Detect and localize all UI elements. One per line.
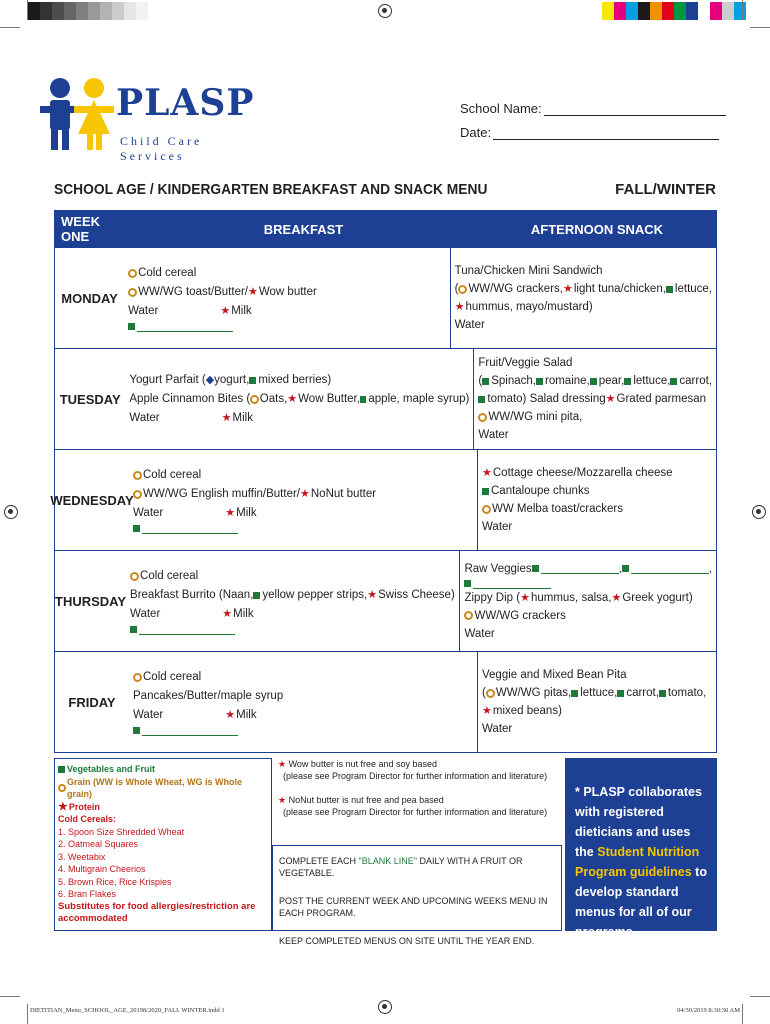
menu-text: Oats, [259, 392, 288, 405]
trim-mark [750, 996, 770, 997]
print-gray-bar [28, 2, 172, 20]
color-swatch [124, 2, 136, 20]
menu-text: NoNut butter [310, 488, 377, 500]
menu-text: Greek yogurt) [622, 591, 693, 604]
day-label: THURSDAY [55, 593, 127, 609]
registration-mark-bottom [378, 1000, 392, 1014]
registration-mark-right [752, 505, 766, 519]
timestamp-footer: 04/30/2019 8:30:30 AM [677, 1007, 740, 1014]
menu-text: tomato, [667, 687, 707, 699]
color-swatch [64, 2, 76, 20]
protein-star-icon: ★ [482, 467, 492, 479]
wow-butter-note: Wow butter is nut free and soy based [288, 759, 438, 769]
menu-text: , [708, 562, 712, 575]
blank-line[interactable] [139, 624, 235, 635]
color-swatch [650, 2, 662, 20]
grain-icon [133, 490, 142, 499]
trim-mark [750, 27, 770, 28]
breakfast-cell [129, 652, 478, 752]
blank-line-emphasis: "BLANK LINE" [358, 856, 417, 866]
menu-text: hummus, salsa, [530, 591, 612, 604]
dietician-callout [565, 758, 717, 939]
menu-text: ( [454, 283, 459, 295]
blank-line[interactable] [137, 321, 233, 332]
cold-cereals-title: Cold Cereals: [58, 814, 117, 824]
water-text: Water [129, 411, 160, 424]
water-text: Water [130, 608, 161, 620]
protein-star-icon: ★ [278, 759, 287, 769]
guidelines-link-text: Student Nutrition Program guidelines [575, 845, 700, 879]
menu-text: Cold cereal [140, 570, 199, 582]
menu-table [50, 210, 717, 753]
food-group-legend [54, 758, 272, 931]
color-swatch [710, 2, 722, 20]
menu-text: mixed berries) [258, 373, 332, 386]
grain-icon [58, 784, 66, 792]
legend-protein: Protein [68, 801, 100, 812]
menu-text: Cold cereal [143, 469, 202, 481]
menu-text: Wow Butter, [298, 392, 360, 405]
trim-mark [27, 0, 28, 20]
color-swatch [686, 2, 698, 20]
vegetable-square-icon [670, 378, 677, 385]
legend-grain: Grain (WW is Whole Wheat, WG is Whole grain) [66, 776, 242, 799]
cereal-item: 3. Weetabix [58, 851, 106, 862]
cereal-item: 1. Spoon Size Shredded Wheat [58, 826, 185, 837]
blank-line[interactable] [142, 523, 238, 534]
color-swatch [76, 2, 88, 20]
menu-text: Cantaloupe chunks [491, 485, 590, 497]
color-swatch [100, 2, 112, 20]
callout-text: * PLASP collaborates with registered dieticians and uses the [575, 785, 702, 859]
wow-butter-note-detail: (please see Program Director for further information and literature) [283, 771, 548, 781]
cereal-item: 2. Oatmeal Squares [58, 839, 139, 849]
menu-text: Apple Cinnamon Bites ( [129, 392, 251, 405]
table-row [50, 449, 716, 550]
menu-text: hummus, mayo/mustard) [465, 301, 593, 313]
vegetable-square-icon [128, 323, 135, 330]
grain-icon [486, 689, 495, 698]
vegetable-square-icon [133, 525, 140, 532]
protein-star-icon: ★ [300, 488, 310, 500]
substitutes-note: Substitutes for food allergies/restriction are accommodated [58, 900, 256, 924]
vegetable-square-icon [253, 592, 260, 599]
vegetable-square-icon [624, 378, 631, 385]
protein-star-icon: ★ [220, 305, 231, 317]
menu-text: Pancakes/Butter/maple syrup [133, 690, 284, 702]
protein-star-icon: ★ [611, 591, 622, 604]
vegetable-square-icon [130, 626, 137, 633]
trim-mark [742, 0, 743, 20]
menu-text: Raw Veggies [464, 562, 532, 575]
vegetable-square-icon [482, 488, 489, 495]
nonut-butter-note: NoNut butter is nut free and pea based [288, 795, 444, 805]
grain-icon [128, 269, 137, 278]
protein-star-icon: ★ [248, 286, 258, 298]
milk-text: Milk [236, 507, 257, 519]
water-text: Water [128, 305, 159, 317]
menu-text: carrot, [679, 375, 712, 387]
legend-vegetables: Vegetables and Fruit [67, 764, 156, 774]
children-figures-icon [40, 76, 120, 152]
cereal-item: 6. Bran Flakes [58, 889, 117, 899]
day-label: TUESDAY [59, 391, 121, 407]
menu-text: Breakfast Burrito (Naan, [130, 589, 254, 601]
trim-mark [742, 1004, 743, 1024]
menu-text: WW Melba toast/crackers [492, 503, 623, 515]
menu-text: WW/WG pitas, [495, 687, 572, 699]
color-swatch [614, 2, 626, 20]
day-label: MONDAY [61, 290, 118, 306]
menu-text: WW/WG mini pita, [488, 411, 583, 423]
table-row [55, 550, 716, 651]
color-swatch [734, 2, 746, 20]
menu-text: Grated parmesan [616, 393, 707, 405]
milk-text: Milk [236, 709, 257, 721]
breakfast-cell [125, 349, 474, 449]
color-swatch [638, 2, 650, 20]
menu-text: mixed beans) [492, 705, 562, 717]
menu-text: lettuce, [633, 375, 671, 387]
grain-icon [458, 285, 467, 294]
menu-text: Cold cereal [143, 671, 202, 683]
print-color-bar [602, 2, 746, 20]
table-header [55, 211, 716, 247]
protein-star-icon: ★ [225, 507, 236, 519]
menu-text: apple, maple syrup) [368, 392, 470, 405]
menu-text: WW/WG toast/Butter/ [138, 286, 248, 298]
snack-cell [460, 551, 716, 651]
protein-star-icon: ★ [222, 608, 233, 620]
color-swatch [136, 2, 148, 20]
instruction-text: DAILY WITH A FRUIT OR VEGETABLE. [279, 856, 523, 878]
breakfast-cell [126, 551, 460, 651]
menu-text: ( [478, 375, 483, 387]
blank-line[interactable] [631, 563, 709, 574]
grain-icon [482, 505, 491, 514]
protein-star-icon: ★ [520, 591, 530, 604]
logo-wordmark: PLASP [116, 82, 255, 124]
menu-text: Spinach, [491, 375, 536, 387]
menu-text: Fruit/Veggie Salad [478, 357, 573, 369]
table-row [55, 348, 716, 449]
protein-star-icon: ★ [225, 709, 236, 721]
vegetable-square-icon [622, 565, 629, 572]
color-swatch [160, 2, 172, 20]
color-swatch [52, 2, 64, 20]
instructions-box [272, 845, 562, 946]
menu-text: Wow butter [258, 286, 317, 298]
table-row [55, 651, 716, 752]
color-swatch [662, 2, 674, 20]
snack-cell [478, 652, 716, 752]
vegetable-square-icon [464, 580, 471, 587]
breakfast-cell [124, 248, 451, 348]
breakfast-header: BREAKFAST [263, 221, 344, 237]
menu-text: lettuce, [580, 687, 618, 699]
grain-icon [250, 395, 259, 404]
water-text: Water [133, 507, 164, 519]
vegetable-square-icon [571, 690, 578, 697]
grain-icon [130, 572, 139, 581]
protein-star-icon: ★ [58, 800, 68, 813]
protein-star-icon: ★ [482, 705, 492, 717]
menu-text: pear, [598, 375, 625, 387]
menu-text: WW/WG crackers [474, 609, 566, 622]
milk-text: Milk [231, 305, 252, 317]
instruction-text: COMPLETE EACH [279, 856, 359, 866]
trim-mark [0, 996, 20, 997]
menu-text: tomato) Salad dressing [487, 393, 606, 405]
table-row [55, 247, 716, 348]
season-label: FALL/WINTER [615, 181, 716, 198]
milk-text: Milk [233, 608, 254, 620]
logo-subtitle: Child Care Services [120, 134, 203, 163]
protein-star-icon: ★ [278, 795, 287, 805]
snack-header: AFTERNOON SNACK [530, 221, 664, 237]
day-label: FRIDAY [68, 694, 116, 710]
color-swatch [148, 2, 160, 20]
protein-star-icon: ★ [367, 589, 378, 601]
vegetable-square-icon [360, 396, 366, 403]
protein-star-icon: ★ [287, 392, 298, 405]
water-text: Water [454, 319, 485, 331]
color-swatch [602, 2, 614, 20]
water-text: Water [464, 627, 495, 640]
grain-icon [464, 611, 473, 620]
color-swatch [88, 2, 100, 20]
menu-text: WW/WG English muffin/Butter/ [143, 488, 300, 500]
vegetable-square-icon [478, 396, 485, 403]
callout-text: to develop standard menus for all of our programs [575, 865, 707, 939]
snack-cell [474, 349, 716, 449]
week-header: WEEK ONE [61, 214, 100, 244]
instruction-text: KEEP COMPLETED MENUS ON SITE UNTIL THE YEAR END. [279, 936, 535, 946]
color-swatch [40, 2, 52, 20]
protein-star-icon: ★ [221, 411, 232, 424]
blank-line[interactable] [541, 563, 619, 574]
water-text: Water [133, 709, 164, 721]
grain-icon [478, 413, 487, 422]
menu-text: romaine, [545, 375, 590, 387]
milk-text: Milk [232, 411, 253, 424]
protein-star-icon: ★ [605, 393, 616, 405]
menu-text: Swiss Cheese) [378, 589, 455, 601]
menu-text: ( [482, 687, 486, 699]
color-swatch [698, 2, 710, 20]
vegetable-square-icon [133, 727, 140, 734]
color-swatch [722, 2, 734, 20]
date-field[interactable] [493, 126, 719, 140]
menu-text: yellow pepper strips, [262, 589, 368, 601]
vegetable-square-icon [58, 766, 65, 773]
breakfast-cell [129, 450, 478, 550]
vegetable-square-icon [617, 690, 624, 697]
nonut-butter-note-detail: (please see Program Director for further information and literature) [283, 807, 548, 817]
vegetable-square-icon [666, 286, 673, 293]
school-fields [460, 92, 726, 140]
grain-icon [133, 471, 142, 480]
menu-text: light tuna/chicken, [573, 283, 666, 295]
blank-line[interactable] [142, 725, 238, 736]
snack-cell [478, 450, 716, 550]
vegetable-square-icon [532, 565, 539, 572]
vegetable-square-icon [536, 378, 543, 385]
trim-mark [0, 27, 20, 28]
menu-text: yogurt, [214, 373, 250, 386]
trim-mark [27, 1004, 28, 1024]
vegetable-square-icon [482, 378, 489, 385]
color-swatch [28, 2, 40, 20]
dairy-drop-icon: ◆ [205, 373, 215, 386]
butter-notes [272, 758, 562, 830]
vegetable-square-icon [249, 377, 256, 384]
cereal-item: 4. Multigrain Cheerios [58, 864, 146, 874]
protein-star-icon: ★ [454, 301, 465, 313]
color-swatch [626, 2, 638, 20]
vegetable-square-icon [659, 690, 666, 697]
day-label: WEDNESDAY [50, 492, 134, 508]
color-swatch [112, 2, 124, 20]
vegetable-square-icon [590, 378, 597, 385]
instruction-text: POST THE CURRENT WEEK AND UPCOMING WEEKS MENU IN EACH PROGRAM. [279, 896, 548, 918]
school-name-field[interactable] [544, 102, 726, 116]
date-label: Date: [460, 125, 492, 140]
menu-title: SCHOOL AGE / KINDERGARTEN BREAKFAST AND SNACK MENU [54, 181, 488, 198]
protein-star-icon: ★ [562, 283, 573, 295]
menu-text: Tuna/Chicken Mini Sandwich [454, 265, 603, 277]
water-text: Water [482, 723, 513, 735]
menu-text: , [618, 562, 622, 575]
menu-text: Veggie and Mixed Bean Pita [482, 669, 627, 681]
menu-text: carrot, [626, 687, 659, 699]
registration-mark-left [4, 505, 18, 519]
cereal-item: 5. Brown Rice, Rice Krispies [58, 876, 172, 887]
file-footer: DIETITIAN_Menu_SCHOOL_AGE_20198/2020_FALL WINTER.indd 1 [30, 1007, 225, 1014]
registration-mark-top [378, 4, 392, 18]
menu-text: lettuce, [674, 283, 712, 295]
menu-text: Yogurt Parfait ( [129, 373, 206, 386]
water-text: Water [478, 429, 509, 441]
menu-text: Cold cereal [138, 267, 197, 279]
blank-line[interactable] [473, 578, 551, 589]
school-name-label: School Name: [460, 101, 542, 116]
color-swatch [674, 2, 686, 20]
plasp-logo [40, 76, 255, 163]
snack-cell [451, 248, 716, 348]
menu-text: Cottage cheese/Mozzarella cheese [492, 467, 673, 479]
grain-icon [133, 673, 142, 682]
menu-text: WW/WG crackers, [468, 283, 563, 295]
menu-text: Zippy Dip ( [464, 591, 521, 604]
grain-icon [128, 288, 137, 297]
water-text: Water [482, 521, 513, 533]
